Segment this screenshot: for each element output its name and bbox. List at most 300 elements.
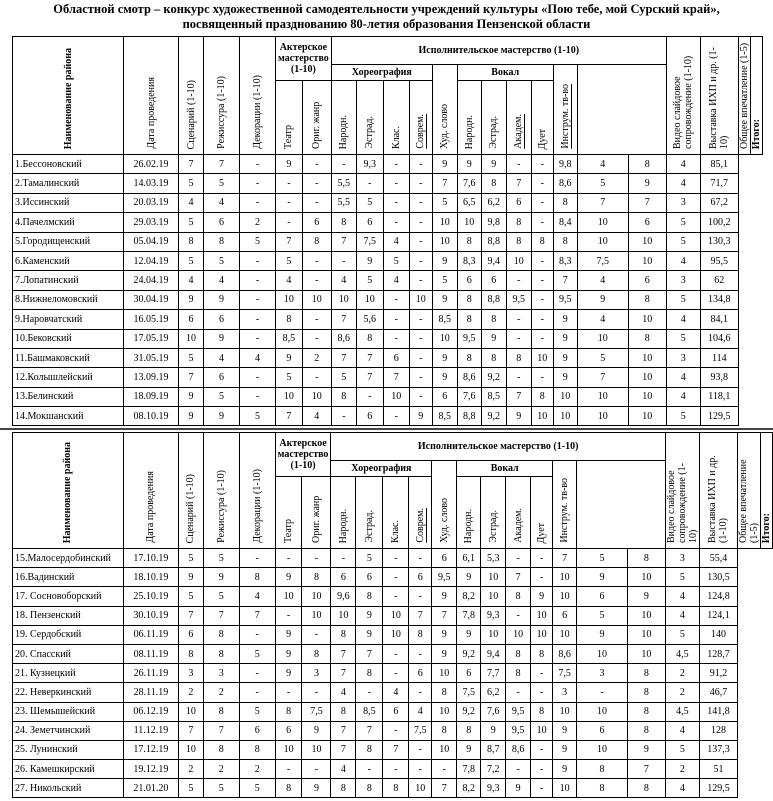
col-decoration (239, 433, 275, 549)
score-cell: 8,6 (553, 174, 577, 193)
score-cell: 51 (699, 760, 737, 779)
col-total (761, 433, 773, 549)
score-cell: - (240, 193, 276, 212)
district-name-cell: 2.Тамалинский (13, 174, 124, 193)
score-cell: - (276, 174, 303, 193)
score-cell: 5 (432, 193, 457, 212)
score-cell: 10 (178, 702, 203, 721)
table-row (13, 213, 763, 232)
score-cell: - (240, 174, 276, 193)
score-cell: 8,5 (276, 329, 303, 348)
score-cell: 7 (553, 271, 577, 290)
score-cell: 8 (553, 193, 577, 212)
score-cell: 5 (179, 251, 204, 270)
score-cell: 10 (409, 290, 432, 309)
date-cell: 16.05.19 (124, 310, 179, 329)
score-cell: 10 (275, 740, 302, 759)
score-cell: - (531, 271, 553, 290)
score-cell: 8 (356, 587, 383, 606)
score-cell: - (506, 760, 531, 779)
col-theatre (276, 81, 303, 155)
score-cell: 4 (331, 683, 356, 702)
date-cell: 18.09.19 (124, 387, 179, 406)
score-cell: 8,6 (506, 740, 531, 759)
score-cell: 10 (553, 625, 577, 644)
score-cell: 4 (665, 606, 699, 625)
score-cell: 8 (179, 232, 204, 251)
score-cell: 7 (331, 310, 356, 329)
score-cell: - (356, 760, 383, 779)
col-direction (204, 37, 240, 155)
col-impression (738, 37, 750, 155)
score-cell: 10 (409, 779, 432, 798)
date-cell: 06.11.19 (123, 625, 178, 644)
score-cell: 8 (457, 348, 481, 367)
score-cell: 9,3 (481, 779, 506, 798)
score-cell: 4 (179, 193, 204, 212)
header-label: Эстрад. (363, 510, 375, 543)
score-cell: 8,4 (553, 213, 577, 232)
score-cell: 8 (302, 644, 331, 663)
col-acting: Актерское мастерство (1-10) (276, 37, 332, 81)
score-cell: 9,5 (553, 290, 577, 309)
score-cell: 5,5 (331, 193, 356, 212)
score-cell: 10 (432, 702, 457, 721)
score-cell: 9,6 (331, 587, 356, 606)
score-cell: 10 (457, 213, 481, 232)
score-cell: 10 (627, 606, 665, 625)
header-label: Дата проведения (145, 77, 157, 149)
score-cell: - (383, 329, 409, 348)
date-cell: 08.11.19 (123, 644, 178, 663)
score-cell: 104,6 (700, 329, 738, 348)
score-cell: 9 (276, 155, 303, 174)
score-cell: 6 (577, 587, 628, 606)
score-cell: 5,5 (331, 174, 356, 193)
score-cell: 134,8 (700, 290, 738, 309)
table-row (13, 549, 773, 568)
score-cell: 3 (302, 664, 331, 683)
table-row (13, 271, 763, 290)
score-cell: - (275, 683, 302, 702)
score-cell: 5 (666, 290, 700, 309)
col-exhibition (699, 433, 737, 549)
table-1-body (13, 155, 763, 426)
score-cell: 8,8 (481, 232, 506, 251)
score-cell: 9 (432, 251, 457, 270)
score-cell: 8 (531, 644, 553, 663)
score-cell: 6 (457, 664, 481, 683)
header-label: Народн. (463, 508, 475, 543)
score-cell: 3 (203, 664, 239, 683)
score-cell: 4 (409, 702, 432, 721)
score-cell: 9 (481, 721, 506, 740)
document-title (0, 2, 773, 32)
score-cell: 9 (356, 251, 383, 270)
score-cell: 9 (302, 721, 331, 740)
score-cell: 5 (239, 779, 275, 798)
score-cell: 8 (628, 155, 666, 174)
col-orig-genre (302, 477, 331, 549)
score-cell: 10 (531, 606, 553, 625)
score-cell: 10 (577, 232, 628, 251)
score-cell: 10 (628, 251, 666, 270)
date-cell: 12.04.19 (124, 251, 179, 270)
score-cell: 5 (239, 702, 275, 721)
score-cell: 10 (302, 606, 331, 625)
col-v-academic (506, 477, 531, 549)
col-instrumental (553, 65, 577, 155)
score-cell: 8 (331, 702, 356, 721)
score-cell: 9,5 (506, 702, 531, 721)
score-cell: - (531, 193, 553, 212)
score-cell: 9 (179, 290, 204, 309)
score-cell: 8 (506, 664, 531, 683)
score-cell: - (577, 683, 628, 702)
score-cell: 9,5 (506, 290, 531, 309)
score-cell: 10 (577, 387, 628, 406)
score-cell: 10 (506, 625, 531, 644)
col-date (124, 37, 179, 155)
header-label: Эстрад. (487, 510, 499, 543)
score-cell: 10 (179, 329, 204, 348)
score-cell: 8 (331, 387, 356, 406)
score-cell: 9 (627, 740, 665, 759)
score-cell: 9 (628, 174, 666, 193)
score-cell: 7 (383, 368, 409, 387)
score-cell: 9 (553, 329, 577, 348)
score-cell: - (531, 740, 553, 759)
score-cell: 9 (577, 625, 628, 644)
score-cell: - (302, 549, 331, 568)
score-cell: - (239, 625, 275, 644)
table-row (13, 368, 763, 387)
score-cell: 6 (204, 368, 240, 387)
date-cell: 14.03.19 (124, 174, 179, 193)
header-label: Театр (283, 125, 295, 149)
score-cell: 10 (628, 310, 666, 329)
score-cell: - (409, 760, 432, 779)
score-cell: 9,3 (481, 606, 506, 625)
score-cell: - (531, 155, 553, 174)
score-cell: 2 (178, 760, 203, 779)
page-separator (0, 428, 773, 430)
score-cell: 5 (356, 549, 383, 568)
score-cell: 8 (577, 779, 628, 798)
score-cell: 8,2 (457, 587, 481, 606)
score-cell: 9 (275, 568, 302, 587)
header-label: Ориг. жанр (310, 495, 322, 543)
col-scenario (178, 433, 203, 549)
district-name-cell: 7.Лопатинский (13, 271, 124, 290)
score-cell: 6 (383, 702, 409, 721)
district-name-cell: 11.Башмаковский (13, 348, 124, 367)
score-cell: 6 (481, 271, 506, 290)
score-cell: - (531, 174, 553, 193)
score-cell: 10 (531, 721, 553, 740)
score-cell: 128,7 (699, 644, 737, 663)
header-label: Инструм. тв-во (559, 478, 571, 543)
score-cell: 141,8 (699, 702, 737, 721)
score-cell: - (302, 368, 331, 387)
header-label: Итого: (761, 512, 772, 543)
district-name-cell: 4.Пачелмский (13, 213, 124, 232)
score-cell: 7,6 (481, 702, 506, 721)
score-cell: 7 (331, 644, 356, 663)
score-cell: 8 (627, 664, 665, 683)
col-art-word (432, 461, 457, 549)
score-cell: 9,3 (356, 155, 383, 174)
col-decoration (240, 37, 276, 155)
score-cell: - (383, 587, 409, 606)
header-label: Худ. слово (438, 498, 450, 543)
score-cell: 8 (627, 779, 665, 798)
col-vocal: Вокал (457, 461, 553, 477)
score-cell: 8 (239, 568, 275, 587)
score-cell: 10 (553, 702, 577, 721)
score-cell: 9 (302, 779, 331, 798)
score-cell: 9 (577, 568, 628, 587)
table-row (13, 329, 763, 348)
score-cell: 2 (239, 760, 275, 779)
score-cell: - (409, 174, 432, 193)
date-cell: 30.10.19 (123, 606, 178, 625)
table-row (13, 174, 763, 193)
score-cell: 2 (665, 760, 699, 779)
score-cell: - (331, 155, 356, 174)
table-row (13, 760, 773, 779)
score-cell: 8,8 (481, 290, 506, 309)
score-cell: 6,2 (481, 193, 506, 212)
table-row (13, 387, 763, 406)
score-cell: 8,8 (457, 407, 481, 426)
score-cell: 6 (553, 606, 577, 625)
score-cell: 10 (383, 606, 409, 625)
score-cell: 5 (432, 271, 457, 290)
score-cell: 5 (276, 251, 303, 270)
score-cell: 9 (506, 779, 531, 798)
col-ch-classic (383, 477, 409, 549)
header-label: Инструм. тв-во (559, 84, 571, 149)
score-cell: 10 (577, 213, 628, 232)
score-cell: 9 (627, 587, 665, 606)
score-cell: 9,2 (457, 644, 481, 663)
score-cell: 8 (203, 625, 239, 644)
score-cell: 9 (179, 407, 204, 426)
score-cell: 7 (577, 368, 628, 387)
score-cell: 9,2 (457, 702, 481, 721)
score-cell: 7 (204, 155, 240, 174)
score-cell: - (239, 664, 275, 683)
score-cell: 10 (481, 587, 506, 606)
score-cell: 8 (383, 779, 409, 798)
score-cell: 8,5 (432, 310, 457, 329)
score-cell: 130,3 (700, 232, 738, 251)
col-ch-folk (331, 477, 356, 549)
score-cell: 7 (409, 606, 432, 625)
score-cell: 5 (178, 587, 203, 606)
col-instrumental (553, 461, 577, 549)
score-cell: 4,5 (665, 702, 699, 721)
score-cell: 9 (457, 568, 481, 587)
score-cell: 8 (531, 232, 553, 251)
score-cell: 8 (457, 721, 481, 740)
table-row (13, 625, 773, 644)
score-cell: 5 (203, 549, 239, 568)
score-cell: 9 (531, 587, 553, 606)
score-cell: 7 (356, 368, 383, 387)
score-cell: 8 (481, 348, 506, 367)
score-cell: 4 (179, 271, 204, 290)
col-total (750, 37, 762, 155)
col-art-word (432, 65, 457, 155)
score-cell: 9 (432, 348, 457, 367)
score-cell: 5 (239, 644, 275, 663)
score-cell: 3 (553, 683, 577, 702)
score-cell: 8 (203, 702, 239, 721)
score-cell: - (302, 310, 331, 329)
score-cell: 8 (356, 329, 383, 348)
col-scenario (179, 37, 204, 155)
score-cell: 5 (179, 213, 204, 232)
score-cell: - (506, 329, 531, 348)
score-cell: - (240, 271, 276, 290)
score-cell: 6 (356, 407, 383, 426)
score-cell: - (240, 368, 276, 387)
score-cell: 6 (577, 721, 628, 740)
score-cell: 9 (457, 740, 481, 759)
header-label: Видео слайдовое сопровождение (1-10) (665, 463, 699, 543)
score-cell: 3 (577, 664, 628, 683)
district-name-cell: 25. Лунинский (13, 740, 124, 759)
score-cell: 5 (179, 174, 204, 193)
score-cell: 8,2 (457, 779, 481, 798)
score-cell: 10 (432, 232, 457, 251)
score-cell: 2 (178, 683, 203, 702)
header-label: Режиссура (1-10) (216, 76, 227, 149)
score-cell: - (531, 368, 553, 387)
score-cell: 8 (553, 232, 577, 251)
score-cell: 10 (178, 740, 203, 759)
table-row (13, 606, 773, 625)
score-cell: 4 (577, 155, 628, 174)
score-cell: 3 (666, 193, 700, 212)
score-cell: 9 (553, 368, 577, 387)
score-cell: - (383, 193, 409, 212)
score-cell: - (302, 683, 331, 702)
table-row (13, 721, 773, 740)
score-cell: 8 (481, 174, 506, 193)
score-cell: 8 (204, 232, 240, 251)
score-cell: 10 (356, 290, 383, 309)
score-cell: 9 (577, 290, 628, 309)
score-cell: 6 (457, 271, 481, 290)
table-row (13, 683, 773, 702)
score-cell: 6 (432, 549, 457, 568)
score-cell: - (302, 251, 331, 270)
score-cell: 7 (506, 568, 531, 587)
score-cell: 9 (457, 155, 481, 174)
score-cell: 5 (666, 329, 700, 348)
district-name-cell: 6.Каменский (13, 251, 124, 270)
score-cell: 5 (204, 174, 240, 193)
score-cell: - (276, 193, 303, 212)
score-cell: - (383, 568, 409, 587)
score-cell: 8 (506, 587, 531, 606)
date-cell: 30.04.19 (124, 290, 179, 309)
score-cell: 5 (577, 606, 628, 625)
score-cell: 124,1 (699, 606, 737, 625)
score-cell: 7 (178, 606, 203, 625)
score-cell: 2 (665, 664, 699, 683)
score-cell: 10 (628, 407, 666, 426)
score-cell: 4 (204, 348, 240, 367)
score-cell: 3 (178, 664, 203, 683)
score-cell: 10 (627, 625, 665, 644)
score-cell: 5 (577, 174, 628, 193)
score-cell: 5 (665, 740, 699, 759)
score-cell: 7 (628, 193, 666, 212)
score-cell: 4 (577, 271, 628, 290)
score-cell: 7 (331, 664, 356, 683)
col-exhibition (700, 37, 738, 155)
score-cell: 6 (239, 721, 275, 740)
score-cell: 9 (204, 329, 240, 348)
score-cell: 5 (204, 387, 240, 406)
header-label: Клас. (390, 125, 402, 149)
table-row (13, 740, 773, 759)
score-cell: 3 (666, 271, 700, 290)
district-name-cell: 15.Малосердобинский (13, 549, 124, 568)
date-cell: 18.10.19 (123, 568, 178, 587)
score-cell: 10 (531, 407, 553, 426)
score-cell: 5 (383, 251, 409, 270)
score-cell: - (240, 329, 276, 348)
score-cell: 10 (275, 587, 302, 606)
score-cell: 6 (628, 213, 666, 232)
score-cell: - (409, 155, 432, 174)
score-cell: 8 (457, 290, 481, 309)
score-cell: 8 (409, 625, 432, 644)
score-cell: 6 (383, 348, 409, 367)
score-cell: 10 (627, 568, 665, 587)
score-cell: 9,5 (432, 568, 457, 587)
score-cell: - (240, 251, 276, 270)
score-cell: 8,3 (553, 251, 577, 270)
score-cell: 10 (553, 587, 577, 606)
col-ch-modern (409, 477, 432, 549)
score-cell: 129,5 (699, 779, 737, 798)
header-label: Общее впечатление (1-5) (738, 42, 750, 149)
score-cell: 4 (665, 721, 699, 740)
score-cell: 2 (203, 683, 239, 702)
table-2-header (13, 433, 773, 549)
score-cell: 10 (577, 329, 628, 348)
col-ch-classic (383, 81, 409, 155)
score-cell: 7,8 (457, 760, 481, 779)
header-label: Соврем. (415, 114, 427, 149)
score-cell: - (409, 213, 432, 232)
date-cell: 05.04.19 (124, 232, 179, 251)
score-cell: 128 (699, 721, 737, 740)
table-row (13, 193, 763, 212)
score-cell: 9 (506, 407, 531, 426)
score-cell: 6,1 (457, 549, 481, 568)
district-name-cell: 26. Камешкирский (13, 760, 124, 779)
score-cell: 55,4 (699, 549, 737, 568)
score-cell: - (531, 760, 553, 779)
score-cell: 6 (178, 625, 203, 644)
